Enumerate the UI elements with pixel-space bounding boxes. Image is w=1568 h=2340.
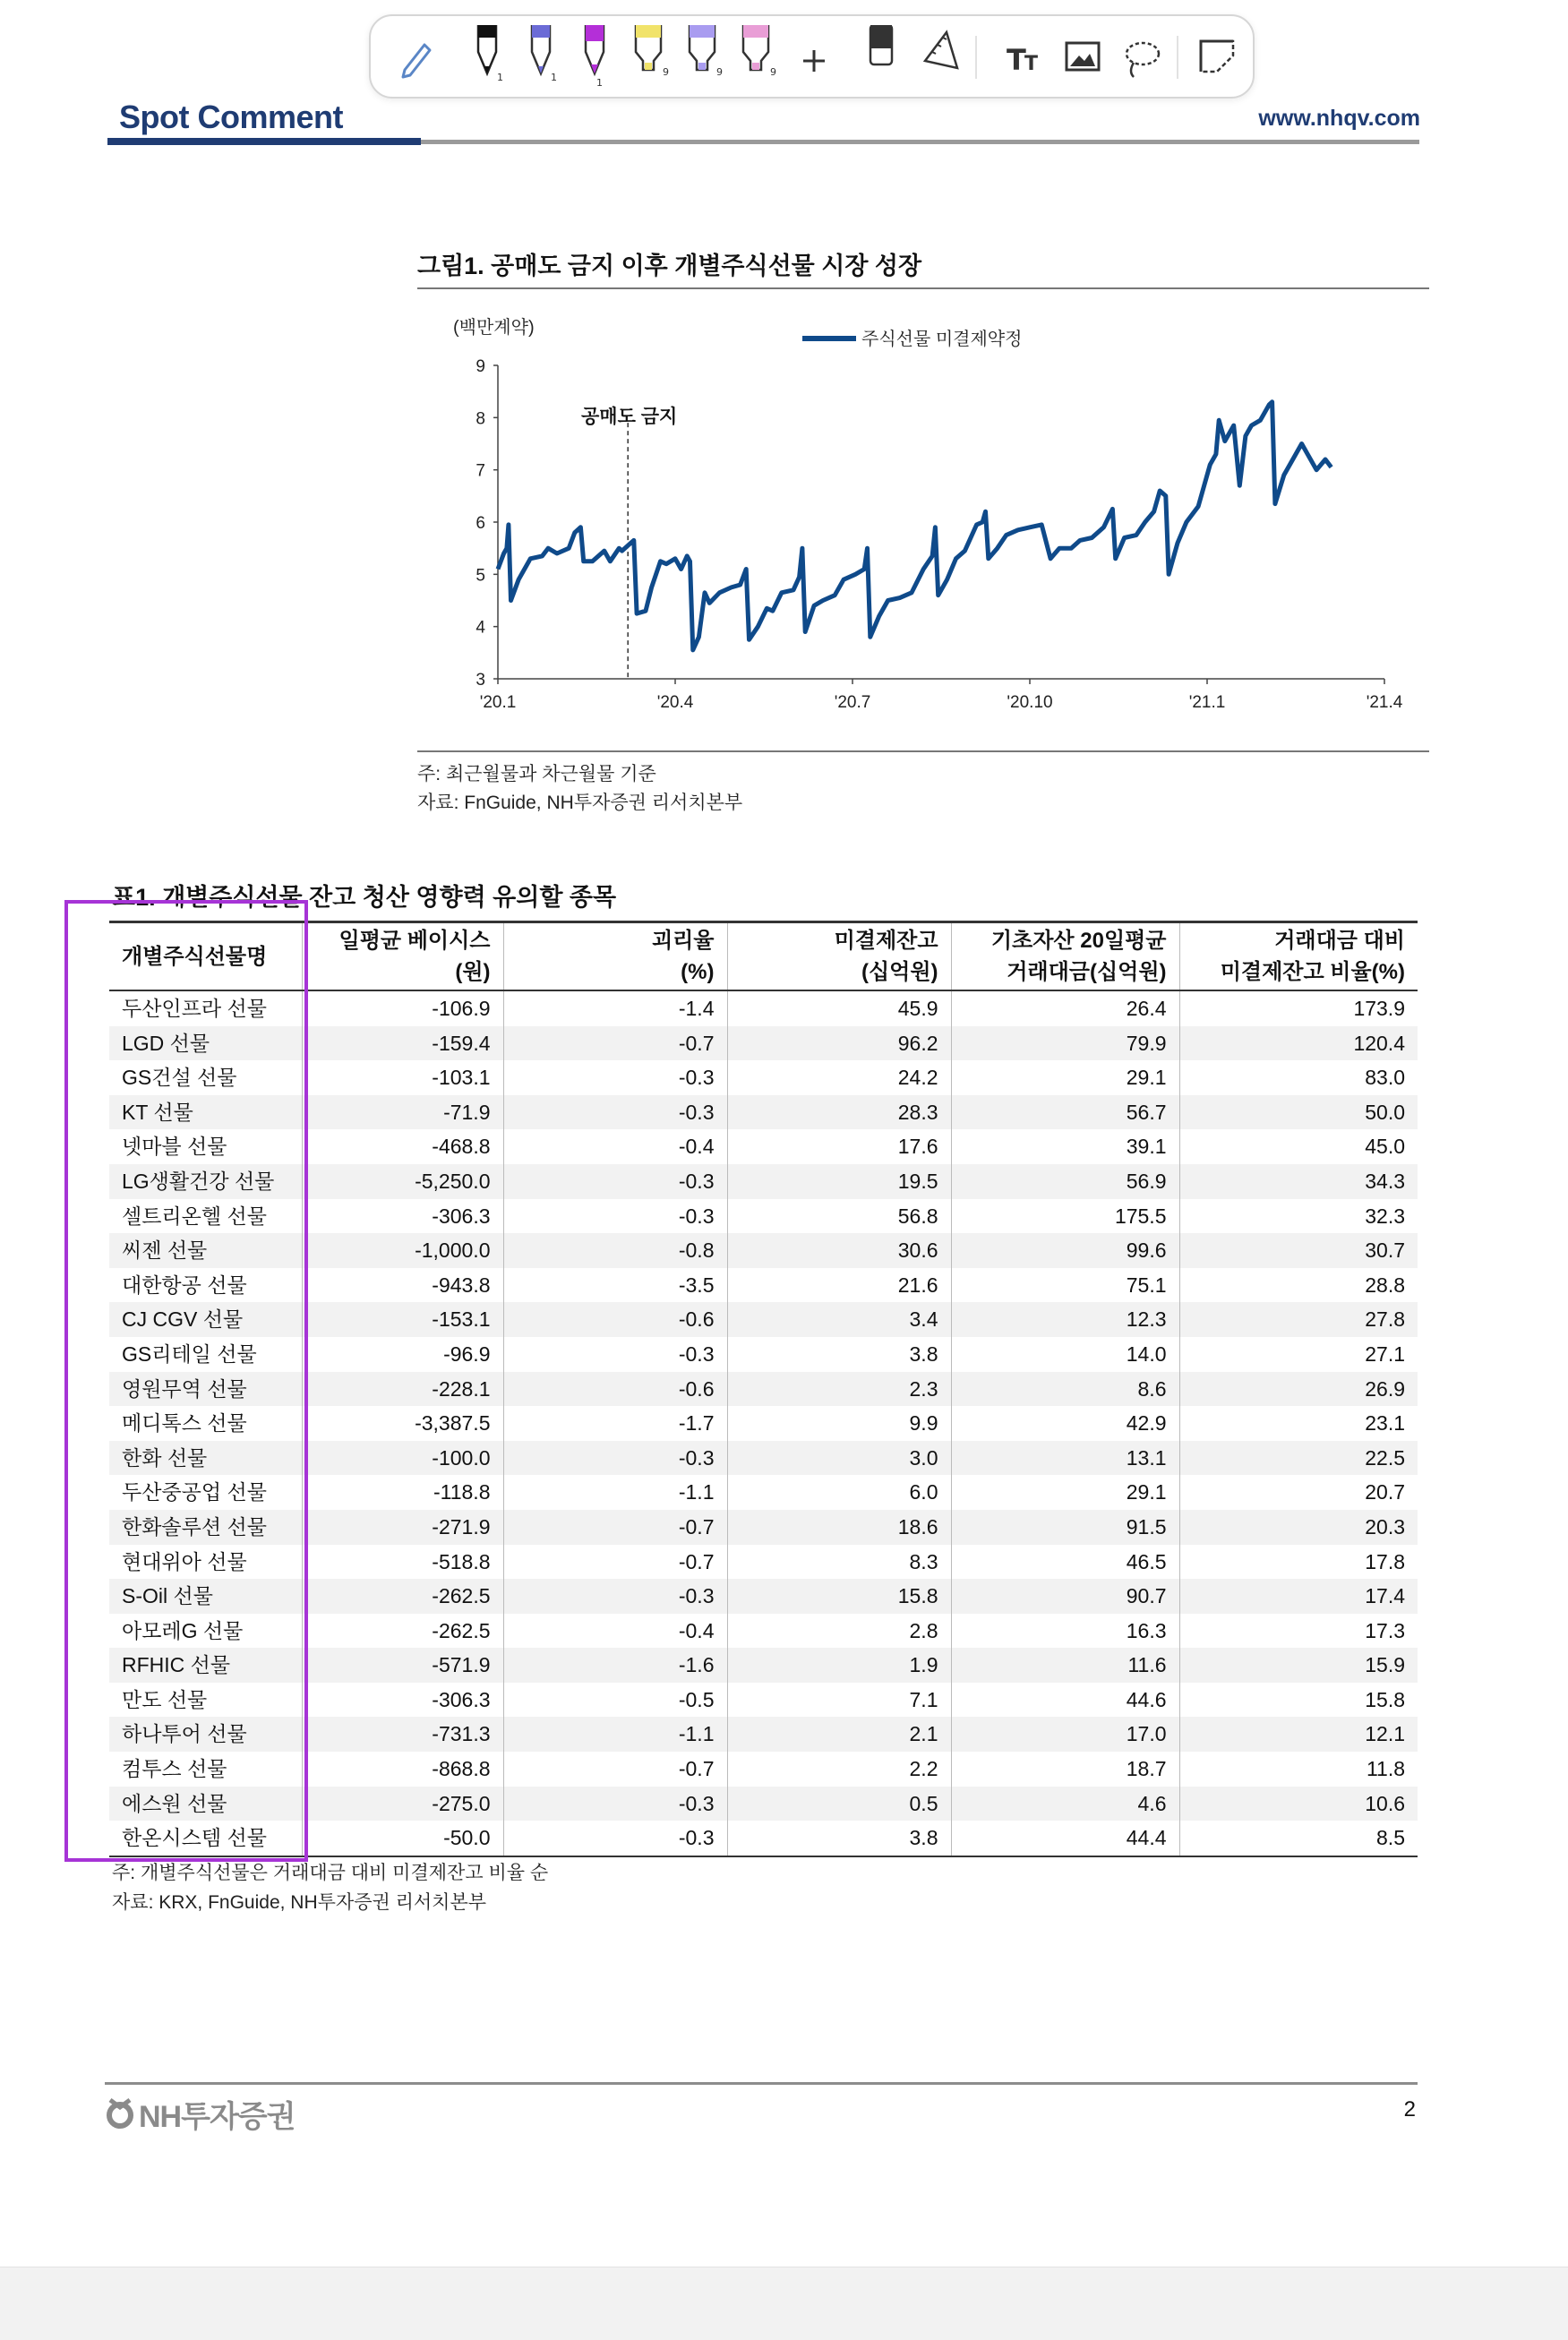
futures-name-cell: GS건설 선물 xyxy=(122,1066,237,1090)
header-rule xyxy=(421,140,1419,144)
value-cell: 17.6 xyxy=(727,1129,951,1164)
header-line: 개별주식선물명 xyxy=(122,944,268,969)
highlighter-yellow-tool-icon[interactable] xyxy=(621,25,675,88)
value-cell: -0.3 xyxy=(503,1579,727,1614)
value-cell: -0.3 xyxy=(503,1199,727,1234)
futures-name-cell: 하나투어 선물 xyxy=(109,1717,302,1752)
pencil-tool-icon[interactable] xyxy=(389,25,442,88)
futures-table xyxy=(109,921,1418,1857)
value-cell: -306.3 xyxy=(302,1683,503,1718)
page-number: 2 xyxy=(1403,2097,1416,2121)
table-row xyxy=(109,1268,1418,1303)
table-source: 자료: KRX, FnGuide, NH투자증권 리서치본부 xyxy=(112,1892,487,1913)
table-row xyxy=(109,1233,1418,1268)
figure-source: 자료: FnGuide, NH투자증권 리서치본부 xyxy=(417,793,743,813)
table-header-row xyxy=(109,922,1418,991)
value-cell: 4.6 xyxy=(951,1787,1179,1821)
value-cell: 30.6 xyxy=(727,1233,951,1268)
futures-name-cell: RFHIC 선물 xyxy=(109,1648,302,1683)
value-cell: 28.3 xyxy=(727,1095,951,1130)
value-cell: 29.1 xyxy=(951,1060,1179,1095)
value-cell: -1.7 xyxy=(503,1406,727,1441)
value-cell: 26.9 xyxy=(1179,1372,1418,1407)
y-tick-label: 6 xyxy=(476,514,485,533)
value-cell: 90.7 xyxy=(951,1579,1179,1614)
value-cell: 23.1 xyxy=(1179,1406,1418,1441)
value-cell: 56.8 xyxy=(727,1199,951,1234)
value-cell: 8.6 xyxy=(951,1372,1179,1407)
value-cell: 56.9 xyxy=(951,1164,1179,1199)
toolbar-separator xyxy=(975,36,977,79)
value-cell: 3.8 xyxy=(727,1337,951,1372)
value-cell: 30.7 xyxy=(1179,1233,1418,1268)
chart-legend xyxy=(802,329,1022,349)
header-unit: (원) xyxy=(455,960,491,984)
table-row xyxy=(109,1302,1418,1337)
value-cell: -3,387.5 xyxy=(302,1406,503,1441)
value-cell: -518.8 xyxy=(302,1545,503,1580)
footer-rule xyxy=(105,2082,1418,2085)
y-tick-label: 4 xyxy=(476,618,485,638)
futures-name-cell: 에스원 선물 xyxy=(109,1787,302,1821)
nh-logo-icon xyxy=(105,2098,135,2129)
table-row xyxy=(109,1752,1418,1787)
value-cell: 96.2 xyxy=(727,1026,951,1061)
value-cell: -0.8 xyxy=(503,1233,727,1268)
futures-name-cell: 컴투스 선물 xyxy=(122,1757,227,1781)
value-cell: 12.1 xyxy=(1179,1717,1418,1752)
value-cell: -0.7 xyxy=(503,1545,727,1580)
value-cell: -271.9 xyxy=(302,1510,503,1545)
series-line xyxy=(498,402,1332,650)
value-cell: 18.7 xyxy=(951,1752,1179,1787)
value-cell: -1.1 xyxy=(503,1475,727,1510)
table-row xyxy=(109,1614,1418,1649)
value-cell: -0.7 xyxy=(503,1752,727,1787)
value-cell: -0.3 xyxy=(503,1787,727,1821)
y-tick-label: 3 xyxy=(476,671,485,690)
x-tick-label: '21.4 xyxy=(1366,693,1403,712)
table-note: 주: 개별주식선물은 거래대금 대비 미결제잔고 비율 순 xyxy=(112,1863,549,1883)
highlighter-lilac-tool-icon[interactable] xyxy=(675,25,729,88)
header-line: 거래대금 대비 xyxy=(1274,929,1405,953)
highlighter-pink-tool-icon[interactable] xyxy=(729,25,783,88)
value-cell: 32.3 xyxy=(1179,1199,1418,1234)
y-tick-label: 5 xyxy=(476,566,485,586)
chart-annotation: 공매도 금지 xyxy=(581,407,678,427)
value-cell: 44.4 xyxy=(951,1821,1179,1856)
value-cell: -0.7 xyxy=(503,1026,727,1061)
pen-black-tool-icon[interactable] xyxy=(460,25,514,88)
value-cell: -0.3 xyxy=(503,1164,727,1199)
value-cell: -5,250.0 xyxy=(302,1164,503,1199)
header-open-interest xyxy=(727,922,951,991)
header-name xyxy=(109,922,302,991)
value-cell: 83.0 xyxy=(1179,1060,1418,1095)
chart-unit-label: (백만계약) xyxy=(453,318,535,338)
table-row xyxy=(109,1441,1418,1476)
figure-title: 그림1. 공매도 금지 이후 개별주식선물 시장 성장 xyxy=(417,253,922,279)
value-cell: 20.3 xyxy=(1179,1510,1418,1545)
value-cell: -103.1 xyxy=(302,1060,503,1095)
header-basis xyxy=(302,922,503,991)
value-cell: -0.3 xyxy=(503,1060,727,1095)
table-row xyxy=(109,1545,1418,1580)
table-row xyxy=(109,1095,1418,1130)
open-interest-line-chart xyxy=(417,296,1429,743)
figure-rule-top xyxy=(417,287,1429,289)
value-cell: 14.0 xyxy=(951,1337,1179,1372)
table-row xyxy=(109,1510,1418,1545)
value-cell: -96.9 xyxy=(302,1337,503,1372)
text-tool-icon[interactable] xyxy=(998,25,1051,88)
x-tick-label: '20.4 xyxy=(656,693,694,712)
value-cell: 56.7 xyxy=(951,1095,1179,1130)
table-row xyxy=(109,1475,1418,1510)
value-cell: 120.4 xyxy=(1179,1026,1418,1061)
value-cell: -0.7 xyxy=(503,1510,727,1545)
x-tick-label: '21.1 xyxy=(1188,693,1226,712)
table-row xyxy=(109,1199,1418,1234)
value-cell: -100.0 xyxy=(302,1441,503,1476)
futures-name-cell: CJ CGV 선물 xyxy=(109,1302,302,1337)
eraser-tool-icon[interactable] xyxy=(854,25,908,88)
futures-name-cell: 셀트리온헬 선물 xyxy=(122,1204,267,1228)
value-cell: 29.1 xyxy=(951,1475,1179,1510)
value-cell: 13.1 xyxy=(951,1441,1179,1476)
futures-name-cell: GS리테일 선물 xyxy=(122,1341,257,1366)
value-cell: -0.3 xyxy=(503,1095,727,1130)
value-cell: -943.8 xyxy=(302,1268,503,1303)
add-tool-icon[interactable] xyxy=(787,25,841,88)
value-cell: 11.8 xyxy=(1179,1752,1418,1787)
value-cell: 91.5 xyxy=(951,1510,1179,1545)
futures-name-cell: 현대위아 선물 xyxy=(122,1549,247,1573)
figure-note: 주: 최근월물과 차근월물 기준 xyxy=(417,764,656,784)
company-logo xyxy=(105,2096,296,2134)
futures-name-cell: KT 선물 xyxy=(109,1095,302,1130)
value-cell: 3.0 xyxy=(727,1441,951,1476)
table-row xyxy=(109,1129,1418,1164)
value-cell: 27.1 xyxy=(1179,1337,1418,1372)
futures-name-cell: 씨젠 선물 xyxy=(109,1233,302,1268)
value-cell: -731.3 xyxy=(302,1717,503,1752)
value-cell: -571.9 xyxy=(302,1648,503,1683)
y-tick-label: 8 xyxy=(476,409,485,429)
value-cell: 42.9 xyxy=(951,1406,1179,1441)
value-cell: 8.3 xyxy=(727,1545,951,1580)
value-cell: 50.0 xyxy=(1179,1095,1418,1130)
value-cell: 12.3 xyxy=(951,1302,1179,1337)
y-tick-label: 7 xyxy=(476,461,485,481)
table-row xyxy=(109,1648,1418,1683)
value-cell: 1.9 xyxy=(727,1648,951,1683)
value-cell: 17.3 xyxy=(1179,1614,1418,1649)
pen-purple-tool-icon[interactable] xyxy=(514,25,568,88)
table-row xyxy=(109,1717,1418,1752)
annotation-toolbar xyxy=(369,14,1255,99)
svg-text:T: T xyxy=(1024,53,1039,75)
futures-name-cell: LGD 선물 xyxy=(109,1026,302,1061)
crop-select-tool-icon[interactable] xyxy=(1190,25,1244,88)
value-cell: -228.1 xyxy=(302,1372,503,1407)
header-unit: 거래대금(십억원) xyxy=(1007,960,1167,984)
value-cell: -118.8 xyxy=(302,1475,503,1510)
table-row xyxy=(109,1164,1418,1199)
futures-name-cell: 한화솔루션 선물 xyxy=(109,1510,302,1545)
value-cell: 45.9 xyxy=(727,990,951,1026)
svg-text:T: T xyxy=(1007,43,1026,77)
ruler-tool-icon[interactable] xyxy=(913,25,966,88)
value-cell: 17.8 xyxy=(1179,1545,1418,1580)
value-cell: 11.6 xyxy=(951,1648,1179,1683)
value-cell: -0.3 xyxy=(503,1441,727,1476)
header-line: 미결제잔고 xyxy=(834,929,938,953)
y-tick-label: 9 xyxy=(476,357,485,376)
value-cell: 15.8 xyxy=(727,1579,951,1614)
value-cell: -468.8 xyxy=(302,1129,503,1164)
header-rule-accent xyxy=(107,138,421,145)
header-disparity xyxy=(503,922,727,991)
value-cell: 16.3 xyxy=(951,1614,1179,1649)
value-cell: -0.3 xyxy=(503,1821,727,1856)
website-url: www.nhqv.com xyxy=(1258,106,1420,131)
value-cell: 27.8 xyxy=(1179,1302,1418,1337)
value-cell: 7.1 xyxy=(727,1683,951,1718)
futures-name-cell: 아모레G 선물 xyxy=(122,1618,244,1642)
value-cell: -71.9 xyxy=(302,1095,503,1130)
value-cell: -0.6 xyxy=(503,1372,727,1407)
value-cell: 22.5 xyxy=(1179,1441,1418,1476)
value-cell: 79.9 xyxy=(951,1026,1179,1061)
value-cell: 6.0 xyxy=(727,1475,951,1510)
value-cell: -275.0 xyxy=(302,1787,503,1821)
header-line: 일평균 베이시스 xyxy=(338,929,491,953)
value-cell: 15.8 xyxy=(1179,1683,1418,1718)
badge: 9 xyxy=(716,66,723,78)
futures-name-cell: 대한항공 선물 xyxy=(122,1273,247,1297)
value-cell: 46.5 xyxy=(951,1545,1179,1580)
table-row xyxy=(109,1372,1418,1407)
badge: 9 xyxy=(663,66,669,78)
value-cell: -262.5 xyxy=(302,1579,503,1614)
futures-name-cell: 만도 선물 xyxy=(122,1687,208,1711)
futures-name-cell: 두산인프라 선물 xyxy=(122,997,267,1020)
table-row xyxy=(109,1579,1418,1614)
value-cell: 10.6 xyxy=(1179,1787,1418,1821)
value-cell: 34.3 xyxy=(1179,1164,1418,1199)
table-row xyxy=(109,1406,1418,1441)
value-cell: 3.4 xyxy=(727,1302,951,1337)
badge: 9 xyxy=(770,66,776,78)
table-row xyxy=(109,1683,1418,1718)
value-cell: -0.5 xyxy=(503,1683,727,1718)
table-row xyxy=(109,1337,1418,1372)
marker-purple-tool-icon[interactable] xyxy=(568,25,621,88)
legend-label: 주식선물 미결제약정 xyxy=(861,330,1023,349)
table-row xyxy=(109,1821,1418,1856)
futures-name-cell: S-Oil 선물 xyxy=(109,1579,302,1614)
image-tool-icon[interactable] xyxy=(1056,25,1110,88)
value-cell: 28.8 xyxy=(1179,1268,1418,1303)
badge: 1 xyxy=(596,77,603,88)
value-cell: 99.6 xyxy=(951,1233,1179,1268)
value-cell: 3.8 xyxy=(727,1821,951,1856)
value-cell: 39.1 xyxy=(951,1129,1179,1164)
x-tick-label: '20.1 xyxy=(479,693,517,712)
header-avg-turnover xyxy=(951,922,1179,991)
futures-name-cell: 한온시스템 선물 xyxy=(109,1821,302,1856)
value-cell: -153.1 xyxy=(302,1302,503,1337)
badge: 1 xyxy=(551,72,557,83)
value-cell: -3.5 xyxy=(503,1268,727,1303)
header-line: 괴리율 xyxy=(651,929,715,953)
value-cell: 2.2 xyxy=(727,1752,951,1787)
value-cell: -106.9 xyxy=(302,990,503,1026)
value-cell: 8.5 xyxy=(1179,1821,1418,1856)
value-cell: -159.4 xyxy=(302,1026,503,1061)
header-line: 기초자산 20일평균 xyxy=(990,929,1167,953)
header-unit: (십억원) xyxy=(861,960,938,984)
value-cell: -868.8 xyxy=(302,1752,503,1787)
table-row xyxy=(109,1026,1418,1061)
header-unit: (%) xyxy=(681,960,715,984)
value-cell: 75.1 xyxy=(951,1268,1179,1303)
value-cell: 44.6 xyxy=(951,1683,1179,1718)
x-tick-label: '20.7 xyxy=(834,693,871,712)
value-cell: 2.1 xyxy=(727,1717,951,1752)
table-title: 표1. 개별주식선물 잔고 청산 영향력 유의할 종목 xyxy=(112,884,617,911)
value-cell: 9.9 xyxy=(727,1406,951,1441)
value-cell: 175.5 xyxy=(951,1199,1179,1234)
futures-name-cell: 한화 선물 xyxy=(109,1441,302,1476)
value-cell: 2.8 xyxy=(727,1614,951,1649)
lasso-tool-icon[interactable] xyxy=(1114,25,1168,88)
value-cell: 19.5 xyxy=(727,1164,951,1199)
value-cell: -0.6 xyxy=(503,1302,727,1337)
value-cell: 17.4 xyxy=(1179,1579,1418,1614)
value-cell: 21.6 xyxy=(727,1268,951,1303)
futures-name-cell: 두산중공업 선물 xyxy=(122,1480,267,1504)
value-cell: 24.2 xyxy=(727,1060,951,1095)
logo-text: NH투자증권 xyxy=(139,2099,296,2134)
report-series-title: Spot Comment xyxy=(119,99,343,135)
value-cell: 45.0 xyxy=(1179,1129,1418,1164)
value-cell: -50.0 xyxy=(302,1821,503,1856)
value-cell: -1.6 xyxy=(503,1648,727,1683)
viewer-bottom-bar xyxy=(0,2267,1568,2340)
value-cell: 15.9 xyxy=(1179,1648,1418,1683)
value-cell: 20.7 xyxy=(1179,1475,1418,1510)
value-cell: -0.4 xyxy=(503,1129,727,1164)
table-row xyxy=(109,1787,1418,1821)
value-cell: 18.6 xyxy=(727,1510,951,1545)
value-cell: -306.3 xyxy=(302,1199,503,1234)
table-row xyxy=(109,990,1418,1026)
header-ratio xyxy=(1179,922,1418,991)
x-tick-label: '20.10 xyxy=(1007,693,1053,712)
futures-name-cell: LG생활건강 선물 xyxy=(109,1164,302,1199)
futures-name-cell: 넷마블 선물 xyxy=(122,1135,227,1159)
header-unit: 미결제잔고 비율(%) xyxy=(1220,960,1405,984)
value-cell: -1.1 xyxy=(503,1717,727,1752)
futures-name-cell: 영원무역 선물 xyxy=(109,1372,302,1407)
value-cell: -262.5 xyxy=(302,1614,503,1649)
badge: 1 xyxy=(497,72,503,83)
value-cell: -0.4 xyxy=(503,1614,727,1649)
futures-name-cell: 메디톡스 선물 xyxy=(122,1411,247,1436)
value-cell: -0.3 xyxy=(503,1337,727,1372)
value-cell: -1,000.0 xyxy=(302,1233,503,1268)
value-cell: -1.4 xyxy=(503,990,727,1026)
value-cell: 0.5 xyxy=(727,1787,951,1821)
figure-rule-bottom xyxy=(417,750,1429,752)
table-row xyxy=(109,1060,1418,1095)
toolbar-separator xyxy=(1177,36,1178,79)
value-cell: 26.4 xyxy=(951,990,1179,1026)
value-cell: 173.9 xyxy=(1179,990,1418,1026)
value-cell: 17.0 xyxy=(951,1717,1179,1752)
value-cell: 2.3 xyxy=(727,1372,951,1407)
